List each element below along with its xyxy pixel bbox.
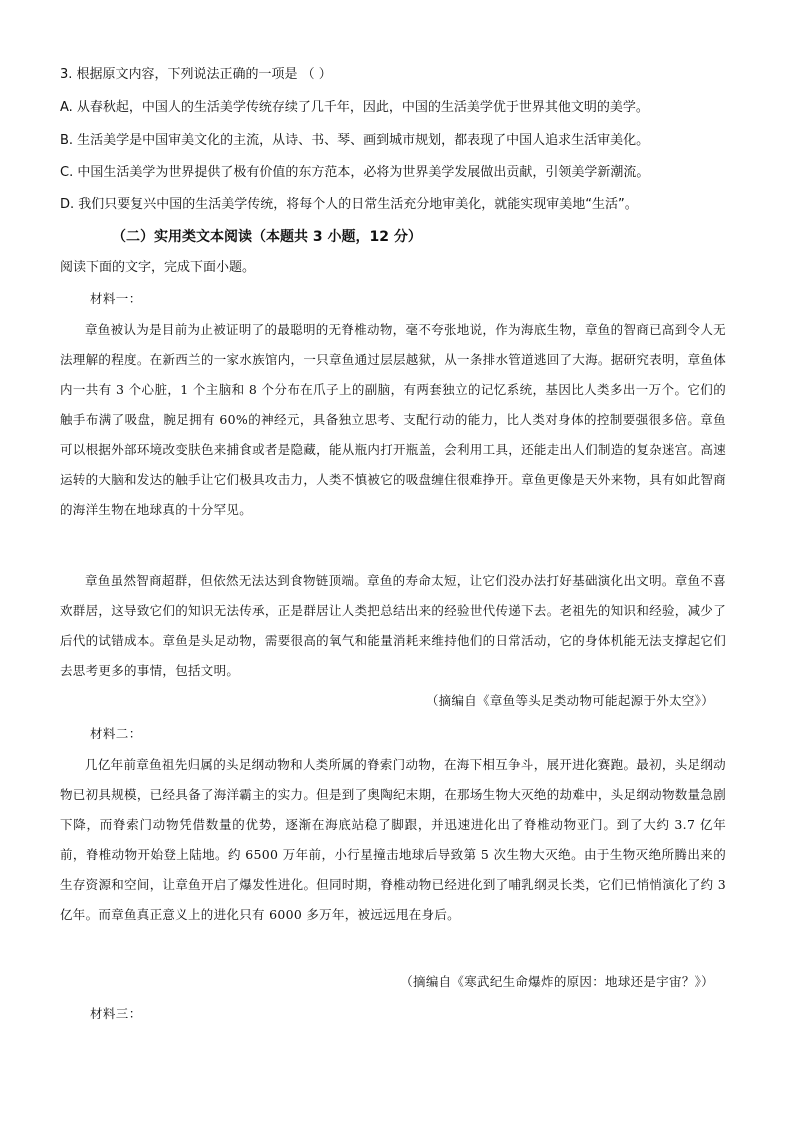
question-3-option-c: C. 中国生活美学为世界提供了极有价值的东方范本，必将为世界美学发展做出贡献，引领美学新潮流。 <box>60 165 650 180</box>
material-3-label: 材料三： <box>90 1006 142 1021</box>
material-2-source: （摘编自《寒武纪生命爆炸的原因：地球还是宇宙？》） <box>400 974 714 989</box>
section-instruction: 阅读下面的文字，完成下面小题。 <box>60 260 256 275</box>
material-2-paragraph-1: 几亿年前章鱼祖先归属的头足纲动物和人类所属的脊索门动物，在海下相互争斗，展开进化赛跑。最初，头足纲动物已初具规模，已经具备了海洋霸主的实力。但是到了奥陶纪末期，在那场生物大灭绝的劫难中，头足纲动物数量急剧下降，而脊索门动物凭借数量的优势，逐渐在海底站稳了脚跟，并迅速进化出了脊椎动物亚门。到了大约 3.7 亿年前，脊椎动物开始登上陆地。约 6500 万年前，小行星撞击地球后导致第 5 次生物大灭绝。由于生物灭绝所腾出来的生存资源和空间，让章鱼开启了爆发性进化。但同时期，脊椎动物已经进化到了哺乳纲灵长类，它们已悄悄演化了约 3 亿年。而章鱼真正意义上的进化只有 6000 多万年，被远远甩在身后。 <box>60 757 726 922</box>
material-1-paragraph-1: 章鱼被认为是目前为止被证明了的最聪明的无脊椎动物，毫不夸张地说，作为海底生物，章鱼的智商已高到令人无法理解的程度。在新西兰的一家水族馆内，一只章鱼通过层层越狱，从一条排水管道逃回了大海。据研究表明，章鱼体内一共有 3 个心脏，1 个主脑和 8 个分布在爪子上的副脑，有两套独立的记忆系统，基因比人类多出一万个。它们的触手布满了吸盘，腕足拥有 60%的神经元，具备独立思考、支配行动的能力，比人类对身体的控制要强很多倍。章鱼可以根据外部环境改变肤色来捕食或者是隐藏，能从瓶内打开瓶盖，会利用工具，还能走出人们制造的复杂迷宫。高速运转的大脑和发达的触手让它们极具攻击力，人类不慎被它的吸盘缠住很难挣开。章鱼更像是天外来物，具有如此智商的海洋生物在地球真的十分罕见。 <box>60 322 726 517</box>
material-1-label: 材料一： <box>90 291 142 306</box>
material-2-label: 材料二： <box>90 726 142 741</box>
question-3-option-d: D. 我们只要复兴中国的生活美学传统，将每个人的日常生活充分地审美化，就能实现审美地“生活”。 <box>60 197 638 212</box>
section-heading: （二）实用类文本阅读（本题共 3 小题，12 分） <box>112 229 422 245</box>
question-3-stem: 3. 根据原文内容，下列说法正确的一项是 （ ） <box>60 67 332 82</box>
question-3-option-a: A. 从春秋起，中国人的生活美学传统存续了几千年，因此，中国的生活美学优于世界其他文明的美学。 <box>60 100 649 115</box>
material-1-source: （摘编自《章鱼等头足类动物可能起源于外太空》） <box>425 693 714 708</box>
material-1-paragraph-2: 章鱼虽然智商超群，但依然无法达到食物链顶端。章鱼的寿命太短，让它们没办法打好基础演化出文明。章鱼不喜欢群居，这导致它们的知识无法传承，正是群居让人类把总结出来的经验世代传递下去。老祖先的知识和经验，减少了后代的试错成本。章鱼是头足动物，需要很高的氧气和能量消耗来维持他们的日常活动，它的身体机能无法支撑起它们去思考更多的事情，包括文明。 <box>60 573 726 678</box>
question-3-option-b: B. 生活美学是中国审美文化的主流，从诗、书、琴、画到城市规划，都表现了中国人追求生活审美化。 <box>60 133 650 148</box>
